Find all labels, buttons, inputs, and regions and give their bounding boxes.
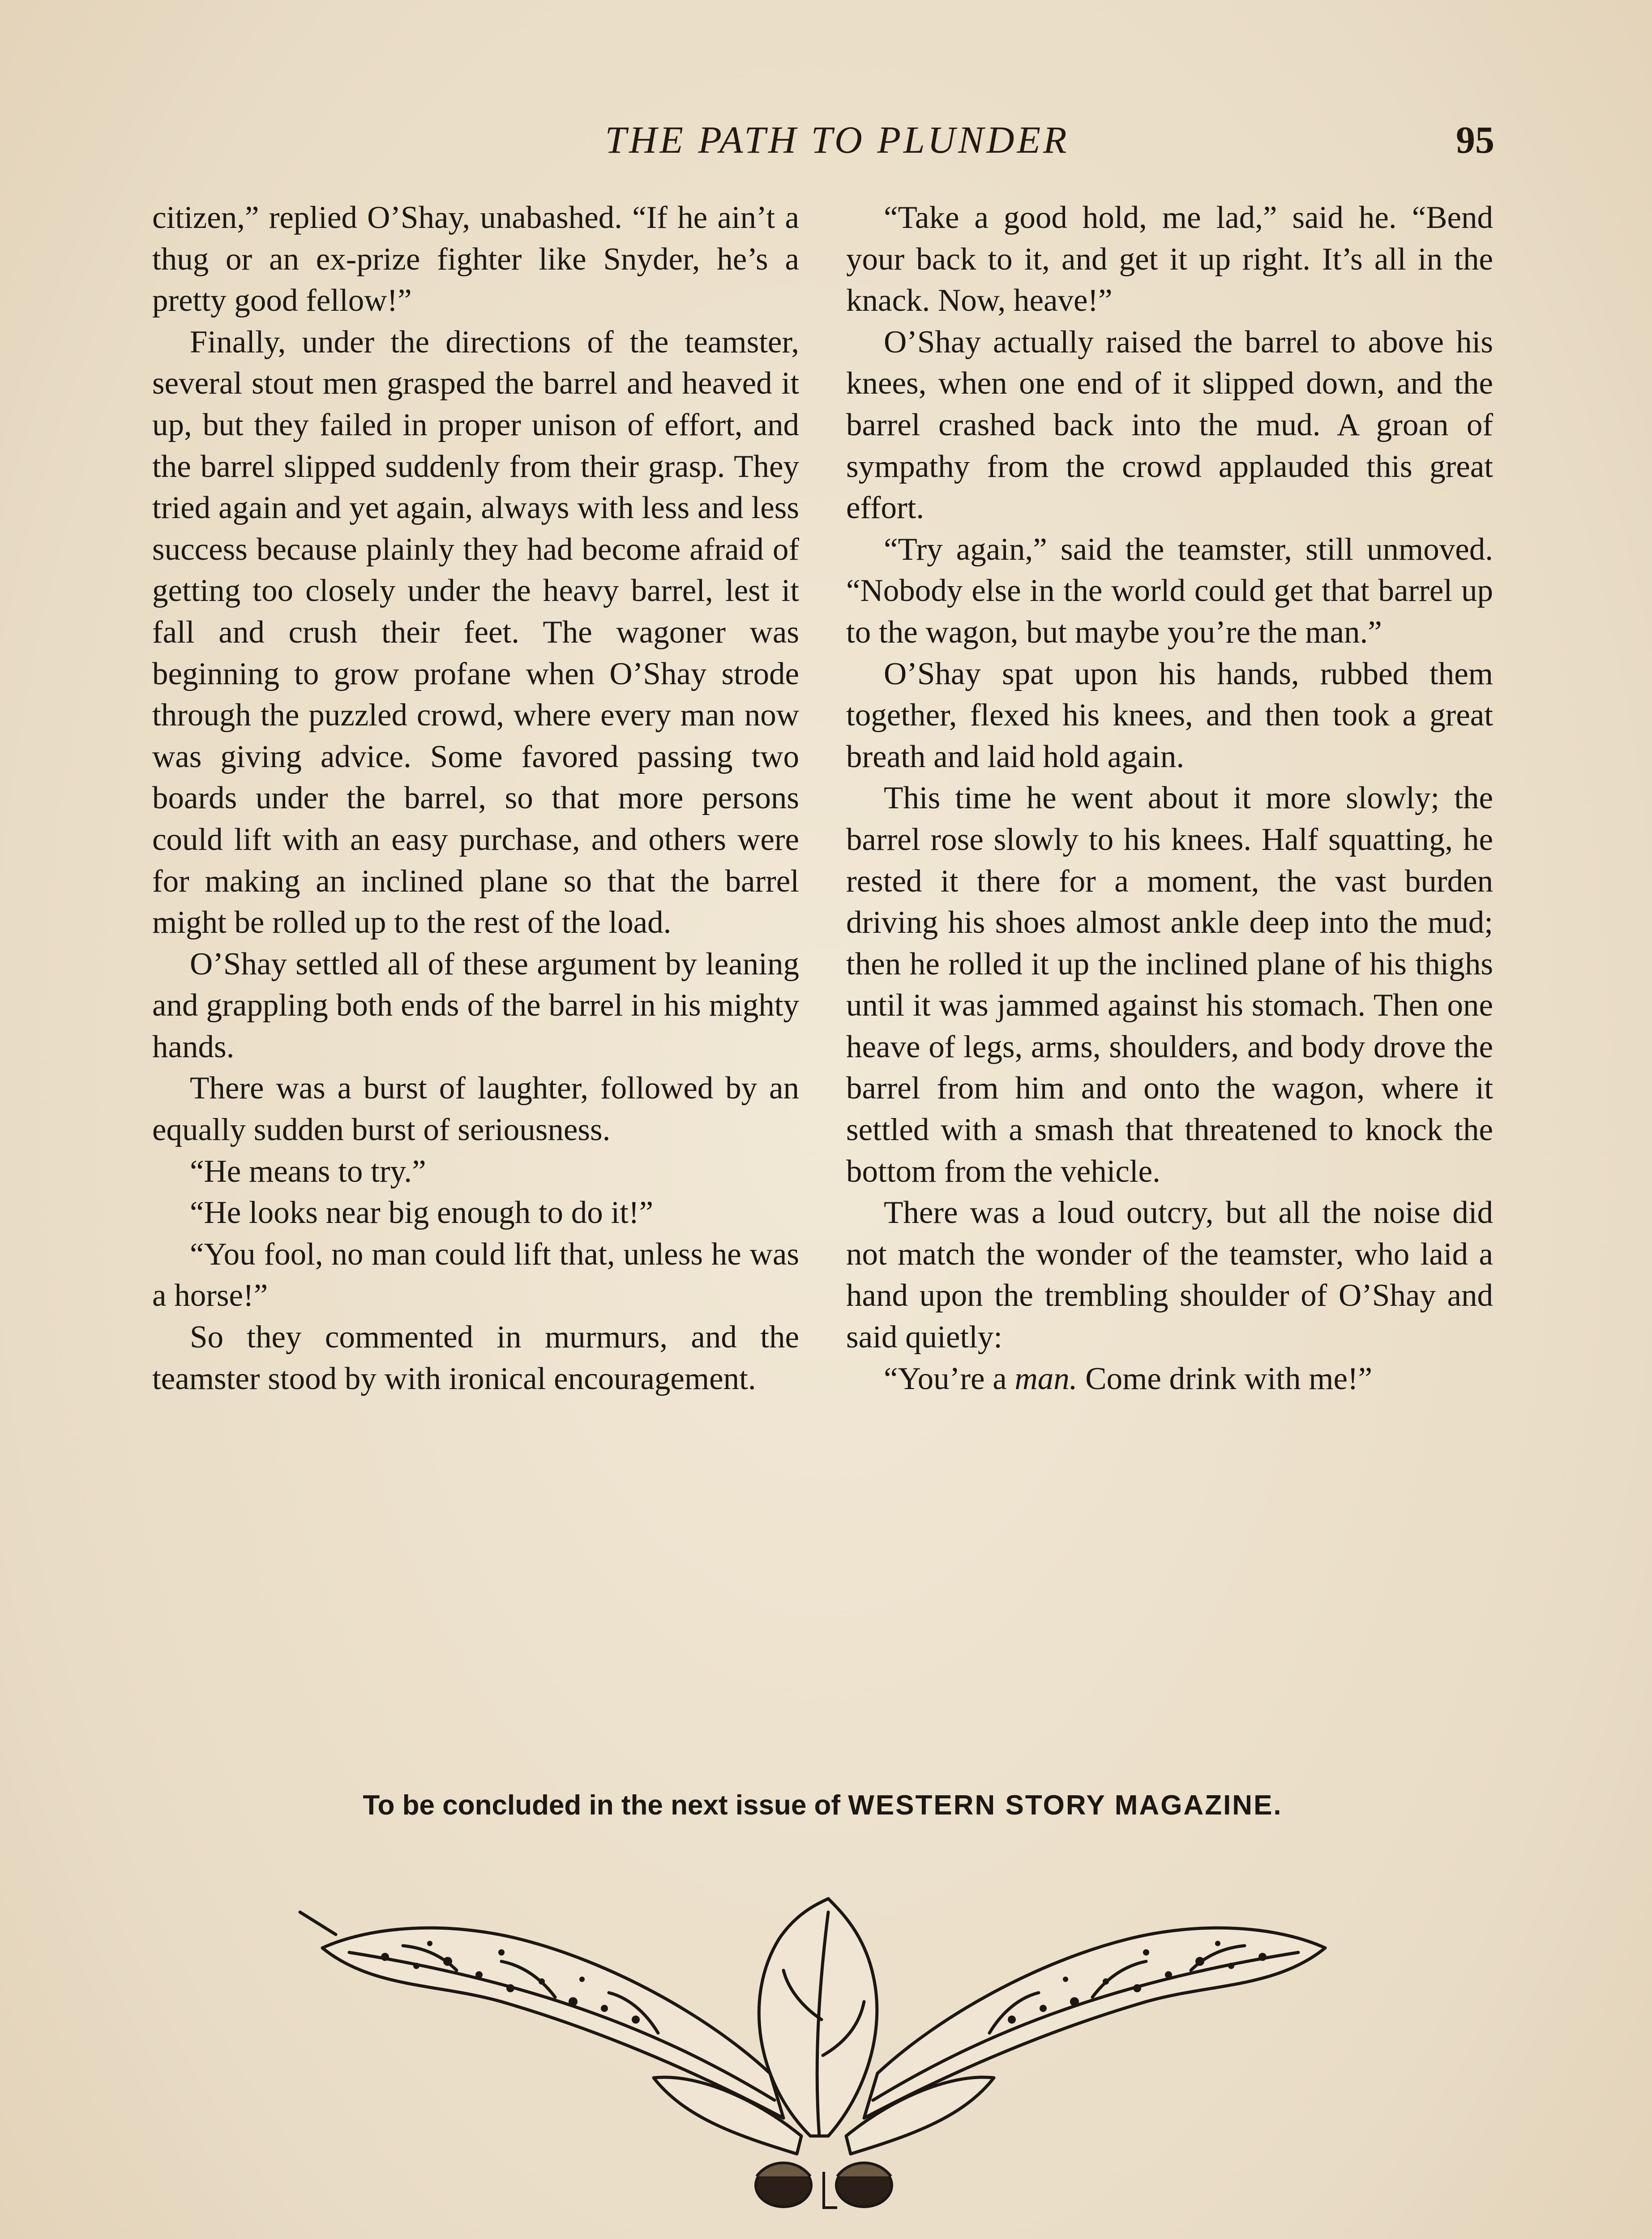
paragraph: O’Shay actually raised the barrel to above his knees, when one end of it slipped down, and the barrel crashed back into the mud. A groan of sympathy from the crowd applauded this great effort. [846, 324, 1493, 526]
paragraph: “He means to try.” [190, 1154, 426, 1189]
paragraph: “He looks near big enough to do it!” [190, 1195, 654, 1231]
paragraph: There was a burst of laughter, followed by an equally sudden burst of seriousness. [152, 1071, 799, 1148]
paragraph: citizen,” replied O’Shay, unabashed. “If he ain’t a thug or an ex-prize fighter like Snyder, he’s a pretty good fellow!” [152, 200, 799, 318]
paragraph: “You fool, no man could lift that, unless he was a horse!” [152, 1236, 799, 1313]
final-text-end: Come drink with me!” [1077, 1361, 1373, 1396]
paragraph: “Try again,” said the teamster, still unmoved. “Nobody else in the world could get that barrel up to the wagon, but maybe you’re the man.” [846, 532, 1493, 650]
running-head: THE PATH TO PLUNDER [605, 118, 1070, 161]
page-number: 95 [1456, 118, 1494, 161]
paragraph: So they commented in murmurs, and the teamster stood by with ironical encouragement. [152, 1320, 799, 1396]
right-column [846, 197, 1493, 1399]
emphasis-word: man. [1014, 1361, 1078, 1396]
final-text-start: “You’re a [884, 1361, 1015, 1396]
paragraph: This time he went about it more slowly; the barrel rose slowly to his knees. Half squatting, he rested it there for a moment, the vast burden driving his shoes almost ankle deep into the mud; then he rolled it up the inclined plane of his thighs until it was jammed against his stomach. Then one heave of legs, arms, shoulders, and body drove the barrel from him and onto the wagon, where it settled with a smash that threatened to knock the bottom from the vehicle. [846, 781, 1493, 1189]
magazine-name: WESTERN STORY MAGAZINE. [848, 1790, 1283, 1821]
paragraph: “Take a good hold, me lad,” said he. “Bend your back to it, and get it up right. It’s all in the knack. Now, heave!” [846, 200, 1493, 318]
paragraph: O’Shay spat upon his hands, rubbed them together, flexed his knees, and then took a great breath and laid hold again. [846, 656, 1493, 774]
left-column [152, 197, 799, 1399]
paragraph: There was a loud outcry, but all the noise did not match the wonder of the teamster, who laid a hand upon the trembling shoulder of O’Shay and said quietly: [846, 1195, 1493, 1355]
leaf-and-acorn-ornament-icon [269, 1885, 1379, 2235]
continuation-notice [152, 1789, 1493, 1821]
continuation-prefix: To be concluded in the next issue of [363, 1790, 848, 1821]
paragraph: Finally, under the directions of the teamster, several stout men grasped the barrel and heaved it up, but they failed in proper unison of effort, and the barrel slipped suddenly from their grasp. They tried again and yet again, always with less and less success because plainly they had become afraid of getting too closely under the heavy barrel, lest it fall and crush their feet. The wagoner was beginning to grow profane when O’Shay strode through the puzzled crowd, where every man now was giving advice. Some favored passing two boards under the barrel, so that more persons could lift with an easy purchase, and others were for making an inclined plane so that the barrel might be rolled up to the rest of the load. [152, 324, 799, 940]
paragraph: O’Shay settled all of these argument by leaning and grappling both ends of the barrel in his mighty hands. [152, 946, 799, 1064]
final-paragraph [846, 1358, 1493, 1400]
